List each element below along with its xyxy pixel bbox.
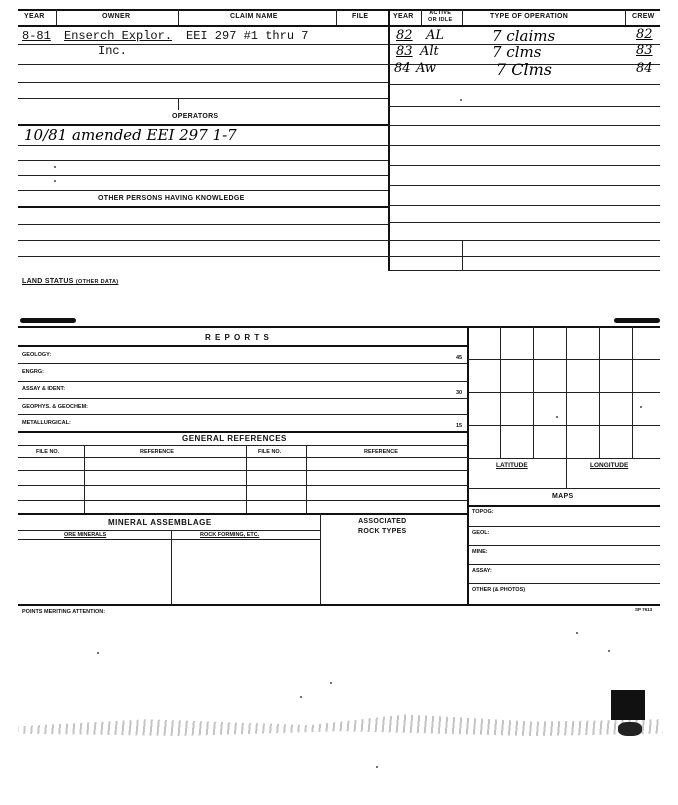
op-row-2-active: Alt: [420, 44, 439, 59]
op-row-1-active: AL: [426, 28, 445, 43]
gr-header-file-no-2: FILE NO.: [258, 449, 282, 455]
header-owner: OWNER: [102, 13, 131, 20]
op-row-1-crew: 82: [636, 27, 653, 42]
maps-mine: MINE:: [472, 549, 488, 555]
operators-entry: 10/81 amended EEI 297 1-7: [24, 126, 237, 144]
op-row-2-crew: 83: [636, 43, 653, 58]
land-status-label: LAND STATUS: [22, 278, 74, 285]
op-row-2-year: 83: [396, 44, 413, 59]
owner-row-1-claim-name: EEI 297 #1 thru 7: [186, 29, 309, 43]
reports-geology-label: GEOLOGY:: [22, 352, 52, 358]
op-row-3-crew: 84: [636, 61, 653, 76]
maps-assay: ASSAY:: [472, 568, 492, 574]
header-claim-name: CLAIM NAME: [230, 13, 278, 20]
scan-dark-spot: [618, 722, 642, 736]
op-row-3-active: Aw: [416, 61, 436, 76]
reports-metallurgical-label: METALLURGICAL:: [22, 420, 71, 426]
maps-other: OTHER (& PHOTOS): [472, 587, 526, 593]
reports-assay-num: 30: [456, 390, 463, 396]
owner-row-1-year: 8-81: [22, 29, 51, 43]
ore-minerals-header: ORE MINERALS: [64, 532, 107, 538]
op-row-1-year: 82: [396, 28, 413, 43]
form-code: SP 7613: [635, 607, 653, 612]
land-status-subtitle: (OTHER DATA): [75, 279, 119, 285]
reports-geophys-label: GEOPHYS. & GEOCHEM:: [22, 404, 89, 410]
header-active-idle: ACTIVE OR IDLE: [428, 10, 453, 23]
maps-title: MAPS: [552, 493, 574, 500]
header-type-of-operation: TYPE OF OPERATION: [490, 13, 569, 20]
operators-title: OPERATORS: [172, 113, 219, 120]
header-op-year: YEAR: [393, 13, 414, 20]
op-row-3-year: 84: [394, 61, 411, 76]
latitude-label: LATITUDE: [496, 462, 528, 469]
divider-mark-right: [614, 318, 660, 323]
gr-header-file-no-1: FILE NO.: [36, 449, 60, 455]
reports-metallurgical-num: 15: [456, 423, 463, 429]
reports-engrg-label: ENGRG:: [22, 369, 44, 375]
gr-header-reference-1: REFERENCE: [140, 449, 174, 455]
scan-smudge-band: [18, 712, 663, 736]
longitude-label: LONGITUDE: [590, 462, 629, 469]
rock-forming-header: ROCK FORMING, ETC.: [200, 532, 260, 538]
header-year: YEAR: [24, 13, 45, 20]
op-row-2-type: 7 clms: [492, 43, 542, 61]
scan-dark-block: [611, 690, 645, 720]
general-references-title: GENERAL REFERENCES: [182, 434, 287, 443]
reports-assay-label: ASSAY & IDENT:: [22, 386, 66, 392]
maps-topog: TOPOG:: [472, 509, 494, 515]
points-meriting-attention: POINTS MERITING ATTENTION:: [22, 609, 106, 615]
associated-rock-types-header: ASSOCIATED ROCK TYPES: [358, 518, 407, 535]
header-crew: CREW: [632, 13, 655, 20]
maps-geol: GEOL:: [472, 530, 490, 536]
gr-header-reference-2: REFERENCE: [364, 449, 398, 455]
reports-title: R E P O R T S: [205, 333, 270, 342]
op-row-3-type: 7 Clms: [496, 60, 553, 79]
owner-row-1-owner: Enserch Explor.: [64, 29, 173, 43]
other-persons-title: OTHER PERSONS HAVING KNOWLEDGE: [98, 195, 245, 202]
land-status-title: [22, 278, 118, 285]
owner-row-2-owner: Inc.: [98, 44, 127, 58]
reports-geology-num: 45: [456, 355, 463, 361]
divider-mark-left: [20, 318, 76, 323]
op-row-1-type: 7 claims: [492, 27, 556, 45]
header-file: FILE: [352, 13, 369, 20]
mineral-assemblage-title: MINERAL ASSEMBLAGE: [108, 518, 212, 527]
